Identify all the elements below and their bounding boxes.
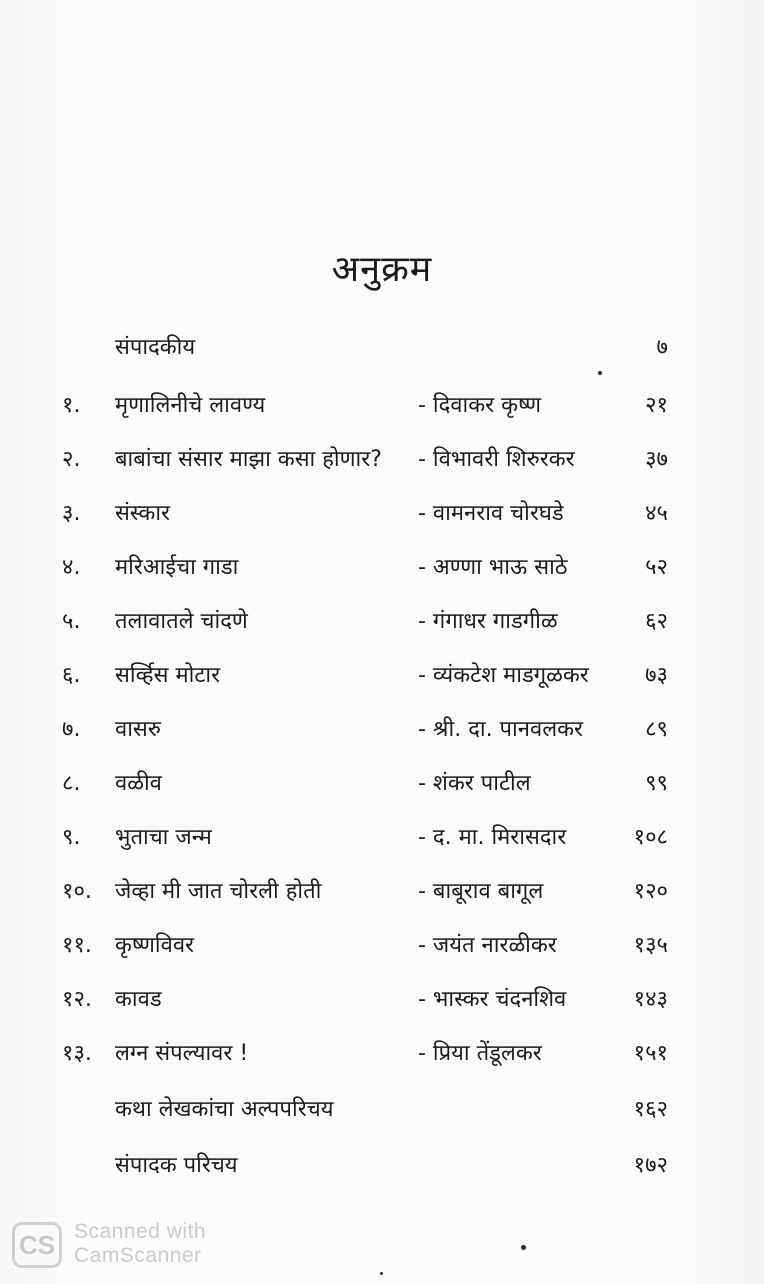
- camscanner-watermark: [12, 1218, 232, 1274]
- chapter-number: १२.: [62, 987, 92, 1012]
- toc-row: [0, 548, 764, 588]
- page-number: ५२: [645, 555, 668, 580]
- author-name: - श्री. दा. पानवलकर: [418, 717, 584, 742]
- page-number: १४३: [633, 987, 668, 1012]
- author-name: - वामनराव चोरघडे: [418, 501, 564, 526]
- story-title: मृणालिनीचे लावण्य: [115, 393, 266, 418]
- toc-row: [0, 1034, 764, 1074]
- author-name: - दिवाकर कृष्ण: [418, 393, 542, 418]
- toc-row: [0, 656, 764, 696]
- story-title: कृष्णविवर: [115, 933, 195, 958]
- toc-row: [0, 602, 764, 642]
- story-title: कथा लेखकांचा अल्पपरिचय: [115, 1097, 334, 1122]
- toc-row: [0, 764, 764, 804]
- author-name: - बाबूराव बागूल: [418, 879, 544, 904]
- page-number: १२०: [633, 879, 668, 904]
- ink-speck: [598, 371, 602, 375]
- author-name: - अण्णा भाऊ साठे: [418, 555, 568, 580]
- story-title: संपादक परिचय: [115, 1153, 238, 1178]
- story-title: जेव्हा मी जात चोरली होती: [115, 879, 322, 904]
- page-number: ९९: [645, 771, 668, 796]
- watermark-text: [74, 1220, 206, 1268]
- ink-speck: [380, 1272, 383, 1275]
- author-name: - भास्कर चंदनशिव: [418, 987, 567, 1012]
- page-number: ७३: [645, 663, 668, 688]
- story-title: सर्व्हिस मोटार: [115, 663, 221, 688]
- chapter-number: ८.: [62, 771, 81, 796]
- page-title: अनुक्रम: [331, 249, 433, 290]
- story-title: लग्न संपल्यावर !: [115, 1041, 249, 1066]
- page-number: १७२: [633, 1153, 668, 1178]
- page-number: ४५: [645, 501, 668, 526]
- toc-row: [0, 440, 764, 480]
- chapter-number: १३.: [62, 1041, 92, 1066]
- chapter-number: ४.: [62, 555, 81, 580]
- chapter-number: ५.: [62, 609, 81, 634]
- author-name: - व्यंकटेश माडगूळकर: [418, 663, 589, 688]
- chapter-number: ३.: [62, 501, 81, 526]
- author-name: - शंकर पाटील: [418, 771, 531, 796]
- story-title: तलावातले चांदणे: [115, 609, 248, 634]
- chapter-number: १.: [62, 393, 81, 418]
- page-number: ८९: [645, 717, 668, 742]
- camscanner-logo-icon: CS: [12, 1222, 62, 1268]
- author-name: - गंगाधर गाडगीळ: [418, 609, 558, 634]
- page-number: १३५: [633, 933, 668, 958]
- chapter-number: १०.: [62, 879, 92, 904]
- story-title: संस्कार: [115, 501, 171, 526]
- page-number: ३७: [645, 447, 668, 472]
- watermark-line: CamScanner: [74, 1244, 202, 1267]
- ink-speck: [521, 1245, 526, 1250]
- chapter-number: ९.: [62, 825, 81, 850]
- story-title: बाबांचा संसार माझा कसा होणार?: [115, 447, 382, 472]
- toc-row: [0, 494, 764, 534]
- toc-row: [0, 926, 764, 966]
- story-title: संपादकीय: [115, 335, 196, 360]
- story-title: वासरु: [115, 717, 161, 742]
- chapter-number: ११.: [62, 933, 92, 958]
- author-name: - प्रिया तेंडूलकर: [418, 1041, 542, 1066]
- chapter-number: २.: [62, 447, 81, 472]
- toc-row: [0, 818, 764, 858]
- story-title: वळीव: [115, 771, 162, 796]
- page-number: २१: [645, 393, 668, 418]
- story-title: भुताचा जन्म: [115, 825, 212, 850]
- author-name: - जयंत नारळीकर: [418, 933, 557, 958]
- toc-row: [0, 1090, 764, 1130]
- chapter-number: ६.: [62, 663, 81, 688]
- page-number: १०८: [633, 825, 668, 850]
- page-number: ६२: [645, 609, 668, 634]
- toc-row: [0, 710, 764, 750]
- toc-row: [0, 872, 764, 912]
- page-number: १५१: [633, 1041, 668, 1066]
- story-title: मरिआईचा गाडा: [115, 555, 239, 580]
- toc-row: [0, 1146, 764, 1186]
- page-number: १६२: [633, 1097, 668, 1122]
- story-title: कावड: [115, 987, 162, 1012]
- watermark-line: Scanned with: [74, 1220, 207, 1243]
- toc-row: [0, 980, 764, 1020]
- author-name: - विभावरी शिरुरकर: [418, 447, 575, 472]
- toc-row: [0, 386, 764, 426]
- chapter-number: ७.: [62, 717, 81, 742]
- author-name: - द. मा. मिरासदार: [418, 825, 567, 850]
- page-number: ७: [656, 335, 668, 360]
- toc-row: [0, 328, 764, 368]
